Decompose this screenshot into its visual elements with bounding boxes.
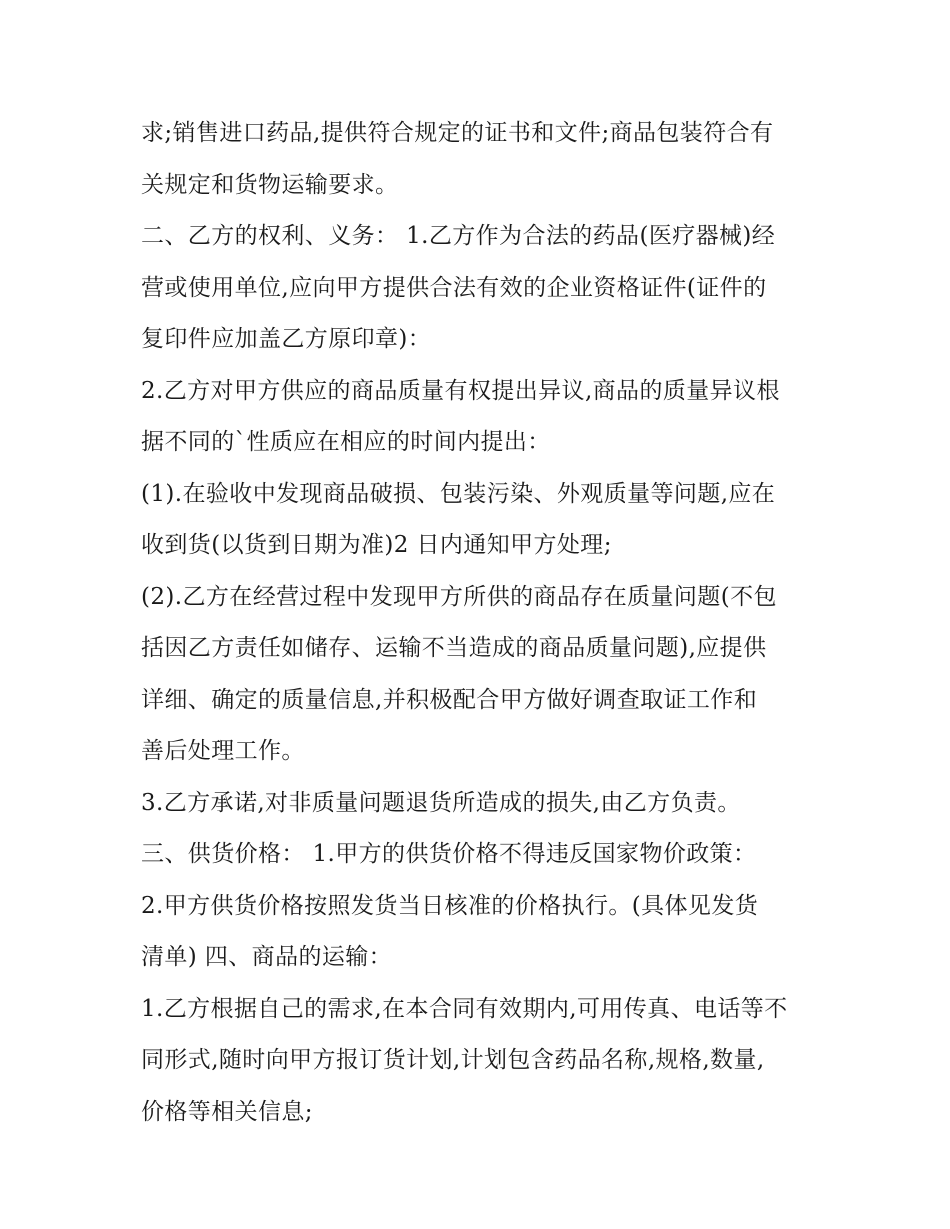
- text-line: 收到货(以货到日期为准)2 日内通知甲方处理;: [141, 532, 612, 558]
- text-line: 清单) 四、商品的运输：: [141, 944, 393, 970]
- text-line: 善后处理工作。: [141, 738, 305, 764]
- text-line: 据不同的`性质应在相应的时间内提出：: [141, 429, 551, 455]
- text-line: 详细、确定的质量信息,并积极配合甲方做好调查取证工作和: [141, 686, 758, 713]
- text-line: 求;销售进口药品,提供符合规定的证书和文件;商品包装符合有: [141, 120, 774, 146]
- text-line: 2.乙方对甲方供应的商品质量有权提出异议,商品的质量异议根: [141, 377, 780, 404]
- text-line: 同形式,随时向甲方报订货计划,计划包含药品名称,规格,数量,: [141, 1047, 765, 1073]
- text-line: 关规定和货物运输要求。: [141, 171, 399, 198]
- text-line: 括因乙方责任如储存、运输不当造成的商品质量问题),应提供: [141, 635, 767, 661]
- text-line: 复印件应加盖乙方原印章)：: [141, 326, 432, 352]
- text-line: 营或使用单位,应向甲方提供合法有效的企业资格证件(证件的: [141, 274, 767, 301]
- text-line: 价格等相关信息;: [141, 1098, 313, 1125]
- text-line: 1.乙方根据自己的需求,在本合同有效期内,可用传真、电话等不: [141, 995, 788, 1022]
- text-line: 2.甲方供货价格按照发货当日核准的价格执行。(具体见发货: [141, 892, 759, 919]
- text-line: 三、供货价格： 1.甲方的供货价格不得违反国家物价政策：: [141, 841, 757, 867]
- text-line: 二、乙方的权利、义务： 1.乙方作为合法的药品(医疗器械)经: [141, 223, 776, 249]
- document-body: [141, 108, 821, 1138]
- text-line: (1).在验收中发现商品破损、包装污染、外观质量等问题,应在: [141, 480, 776, 507]
- text-line: (2).乙方在经营过程中发现甲方所供的商品存在质量问题(不包: [141, 583, 777, 610]
- text-line: 3.乙方承诺,对非质量问题退货所造成的损失,由乙方负责。: [141, 789, 741, 816]
